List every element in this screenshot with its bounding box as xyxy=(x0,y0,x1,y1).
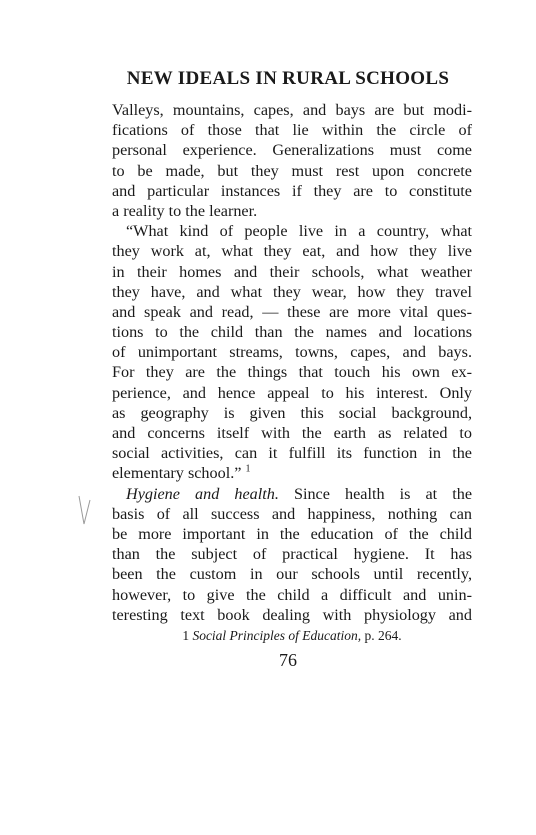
text-line: tions to the child than the names and locations xyxy=(112,323,472,342)
footnote-marker: 1 xyxy=(182,628,190,643)
text-line: be more important in the education of the child xyxy=(112,524,472,543)
text-line: than the subject of practical hygiene. It has xyxy=(112,545,472,564)
text-line: a reality to the learner. xyxy=(112,201,258,220)
text-line: Valleys, mountains, capes, and bays are but modi- xyxy=(112,101,472,119)
section-heading: Hygiene and health. xyxy=(126,484,279,503)
text-line: elementary school.” xyxy=(112,464,242,483)
text-line: of unimportant streams, towns, capes, and bays. xyxy=(112,343,472,362)
text-line: however, to give the child a difficult and unin- xyxy=(112,585,472,604)
text-line: they have, and what they wear, how they travel xyxy=(112,282,472,301)
footnote xyxy=(112,628,472,644)
text-line: and concerns itself with the earth as related to xyxy=(112,424,472,442)
text-line: personal experience. Generalizations must come xyxy=(112,141,472,160)
pencil-margin-mark xyxy=(78,494,92,528)
text-line: to be made, but they must rest upon concrete xyxy=(112,161,472,180)
page-number: 76 xyxy=(279,650,297,670)
text-line: teresting text book dealing with physiology and xyxy=(112,605,472,624)
footnote-page-ref: p. 264. xyxy=(364,628,402,643)
body-text xyxy=(112,100,472,625)
text-line: “What kind of people live in a country, what xyxy=(126,222,472,241)
text-line-with-heading xyxy=(112,484,472,504)
text-line: and speak and read, — these are more vital ques- xyxy=(112,302,472,321)
text-line: fications of those that lie within the circle of xyxy=(112,121,472,140)
text-line-with-footnote xyxy=(112,463,472,483)
text-line: perience, and hence appeal to his interest. Only xyxy=(112,383,472,402)
text-line: and particular instances if they are to constitute xyxy=(112,181,472,200)
footnote-reference: 1 xyxy=(245,463,251,475)
text-line: they work at, what they eat, and how they live xyxy=(112,242,472,261)
running-header: NEW IDEALS IN RURAL SCHOOLS xyxy=(126,68,450,89)
text-line: as geography is given this social background, xyxy=(112,403,472,422)
text-line: social activities, can it fulfill its function in the xyxy=(112,444,472,463)
text-line: Since health is at the xyxy=(293,484,473,503)
text-line: For they are the things that touch his own ex- xyxy=(112,363,472,382)
text-line: basis of all success and happiness, nothing can xyxy=(112,504,472,523)
footnote-source-title: Social Principles of Education, xyxy=(192,628,362,643)
text-line: been the custom in our schools until recently, xyxy=(112,565,472,584)
text-line: in their homes and their schools, what weather xyxy=(112,262,472,281)
